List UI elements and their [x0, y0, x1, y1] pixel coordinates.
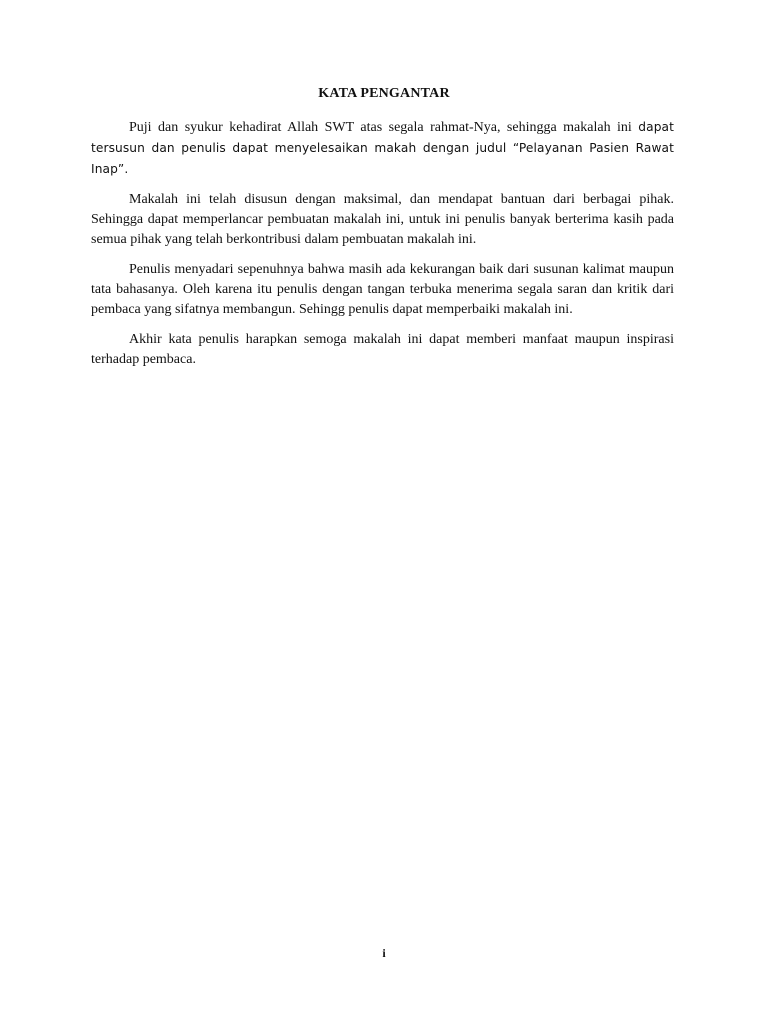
- paragraph-3: Penulis menyadari sepenuhnya bahwa masih ada kekurangan baik dari susunan kalimat maupun tata bahasanya. Oleh karena itu penulis dengan tangan terbuka menerima segala saran dan kritik dari pembaca yang sifatnya membangun. Sehingg penulis dapat memperbaiki makalah ini.: [91, 262, 674, 317]
- page-number: i: [382, 946, 386, 960]
- paragraph-4: Akhir kata penulis harapkan semoga makalah ini dapat memberi manfaat maupun inspirasi terhadap pembaca.: [91, 332, 674, 367]
- paragraph-1: [91, 117, 674, 180]
- document-body: [91, 117, 674, 380]
- paragraph-2: Makalah ini telah disusun dengan maksimal, dan mendapat bantuan dari berbagai pihak. Sehingga dapat memperlancar pembuatan makalah ini, untuk ini penulis banyak berterima kasih pada semua pihak yang telah berkontribusi dalam pembuatan makalah ini.: [91, 192, 674, 247]
- page-title: KATA PENGANTAR: [318, 86, 450, 101]
- paragraph-1-text-alt-font: dapat tersusun dan penulis dapat menyelesaikan makah dengan judul “Pelayanan Pasien Rawat Inap”.: [91, 120, 674, 176]
- paragraph-1-text-start: Puji dan syukur kehadirat Allah SWT atas segala rahmat-Nya, sehingga makalah ini: [129, 120, 639, 135]
